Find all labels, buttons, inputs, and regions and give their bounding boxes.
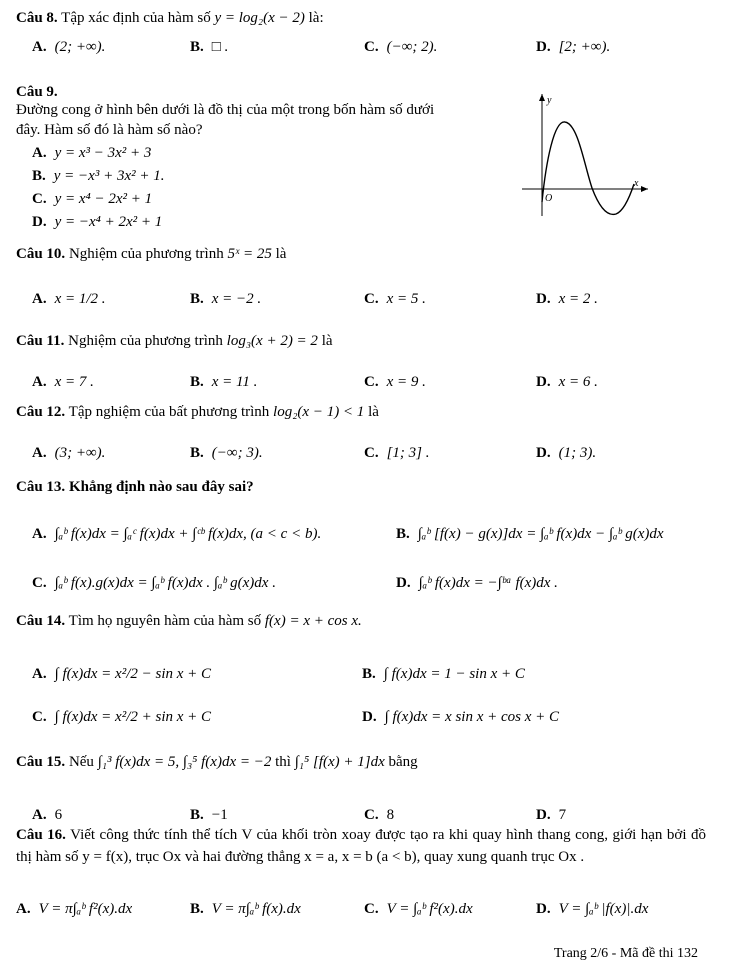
option-b[interactable]: B. ∫ₐᵇ [f(x) − g(x)]dx = ∫ₐᵇ f(x)dx − ∫ₐᵇ g(x)dx [396, 526, 664, 542]
question-formula: 5ˣ = 25 [227, 246, 272, 262]
option-b[interactable]: B. x = 11 . [190, 374, 258, 390]
option-b[interactable]: B. x = −2 . [190, 291, 262, 307]
question-text: Tập nghiệm của bất phương trình [68, 404, 270, 420]
option-c[interactable]: C. [1; 3] . [364, 445, 430, 461]
option-a[interactable]: A. ∫ f(x)dx = x²/2 − sin x + C [32, 666, 212, 682]
question-tail: là [321, 333, 333, 349]
question-tail: là [275, 246, 287, 262]
question-12 [16, 402, 379, 422]
question-13 [16, 477, 254, 497]
question-tail: bằng [388, 754, 418, 770]
option-a[interactable]: A. (2; +∞). [32, 39, 106, 55]
option-c[interactable]: C. ∫ f(x)dx = x²/2 + sin x + C [32, 709, 212, 725]
question-formula: log₃(x + 2) = 2 [226, 333, 318, 349]
function-graph [520, 92, 650, 222]
question-text: Tìm họ nguyên hàm của hàm số [68, 613, 262, 629]
option-a[interactable]: A. ∫ₐᵇ f(x)dx = ∫ₐᶜ f(x)dx + ∫ᶜᵇ f(x)dx, (a < c < b). [32, 526, 322, 542]
option-a[interactable]: A. 6 [32, 807, 63, 823]
option-d[interactable]: D. 7 [536, 807, 567, 823]
question-15 [16, 752, 418, 772]
question-text: Nghiệm của phương trình [68, 333, 223, 349]
option-a[interactable]: A. (3; +∞). [32, 445, 106, 461]
question-label: Câu 11. [16, 333, 65, 349]
option-b[interactable]: B. y = −x³ + 3x² + 1. [32, 168, 165, 184]
question-text: Tập xác định của hàm số [61, 10, 211, 26]
question-label: Câu 14. [16, 613, 66, 629]
question-formula-2: ∫₁⁵ [f(x) + 1]dx [294, 754, 385, 770]
question-label: Câu 12. [16, 404, 66, 420]
question-9 [16, 82, 58, 102]
question-label: Câu 9. [16, 84, 58, 100]
option-a[interactable]: A. y = x³ − 3x² + 3 [32, 145, 152, 161]
option-d[interactable]: D. (1; 3). [536, 445, 597, 461]
option-c[interactable]: C. V = ∫ₐᵇ f²(x).dx [364, 901, 473, 917]
question-text: Nghiệm của phương trình [68, 246, 224, 262]
option-b[interactable]: B. ∫ f(x)dx = 1 − sin x + C [362, 666, 525, 682]
question-emphasis: sai? [228, 479, 254, 495]
option-b[interactable]: B. □ . [190, 39, 229, 55]
origin-label: O [545, 193, 553, 204]
option-c[interactable]: C. x = 5 . [364, 291, 426, 307]
question-mid: thì [275, 754, 291, 770]
option-c[interactable]: C. ∫ₐᵇ f(x).g(x)dx = ∫ₐᵇ f(x)dx . ∫ₐᵇ g(x)dx . [32, 575, 276, 591]
option-d[interactable]: D. y = −x⁴ + 2x² + 1 [32, 214, 163, 230]
question-tail: là [368, 404, 379, 420]
question-formula: f(x) = x + cos x. [264, 613, 362, 629]
option-c[interactable]: C. (−∞; 2). [364, 39, 438, 55]
y-axis-arrow-icon [539, 94, 545, 101]
question-formula: log₂(x − 1) < 1 [273, 404, 365, 420]
option-c[interactable]: C. y = x⁴ − 2x² + 1 [32, 191, 153, 207]
question-label: Câu 15. [16, 754, 66, 770]
option-d[interactable]: D. x = 6 . [536, 374, 598, 390]
option-a[interactable]: A. x = 7 . [32, 374, 94, 390]
question-text: Đường cong ở hình bên dưới là đồ thị của một trong bốn hàm số dưới đây. Hàm số đó là hàm số nào? [16, 102, 435, 138]
option-b[interactable]: B. (−∞; 3). [190, 445, 263, 461]
question-label: Câu 13. [16, 479, 66, 495]
question-tail: là: [308, 10, 324, 26]
page-footer: Trang 2/6 - Mã đề thi 132 [553, 946, 698, 961]
question-text: Khẳng định nào sau đây [68, 479, 225, 495]
question-11 [16, 331, 333, 351]
option-a[interactable]: A. x = 1/2 . [32, 291, 106, 307]
option-c[interactable]: C. x = 9 . [364, 374, 426, 390]
option-d[interactable]: D. x = 2 . [536, 291, 598, 307]
question-formula: ∫₁³ f(x)dx = 5, ∫₃⁵ f(x)dx = −2 [97, 754, 272, 770]
x-axis-label: x [634, 178, 639, 189]
question-16 [16, 824, 706, 868]
question-label: Câu 10. [16, 246, 66, 262]
option-b[interactable]: B. −1 [190, 807, 228, 823]
question-text: Nếu [68, 754, 94, 770]
function-curve [542, 122, 634, 215]
option-a[interactable]: A. V = π∫ₐᵇ f²(x).dx [16, 901, 133, 917]
question-label: Câu 16. [16, 827, 66, 843]
x-axis-arrow-icon [641, 186, 648, 192]
y-axis-label: y [547, 95, 552, 106]
question-formula: y = log₂(x − 2) [214, 10, 305, 26]
option-d[interactable]: D. ∫ f(x)dx = x sin x + cos x + C [362, 709, 560, 725]
question-14 [16, 611, 362, 631]
option-d[interactable]: D. ∫ₐᵇ f(x)dx = −∫ᵇᵃ f(x)dx . [396, 575, 558, 591]
question-label: Câu 8. [16, 10, 58, 26]
option-d[interactable]: D. V = ∫ₐᵇ |f(x)|.dx [536, 901, 649, 917]
question-10 [16, 244, 286, 264]
option-b[interactable]: B. V = π∫ₐᵇ f(x).dx [190, 901, 301, 917]
option-d[interactable]: D. [2; +∞). [536, 39, 611, 55]
question-text: Viết công thức tính thể tích V của khối tròn xoay được tạo ra khi quay hình thang cong, giới hạn bởi đồ thị hàm số y = f(x), trục Ox và hai đường thẳng x = a, x = b (a < b), quay xung quanh trục Ox . [16, 827, 706, 865]
option-c[interactable]: C. 8 [364, 807, 395, 823]
question-8 [16, 8, 324, 28]
